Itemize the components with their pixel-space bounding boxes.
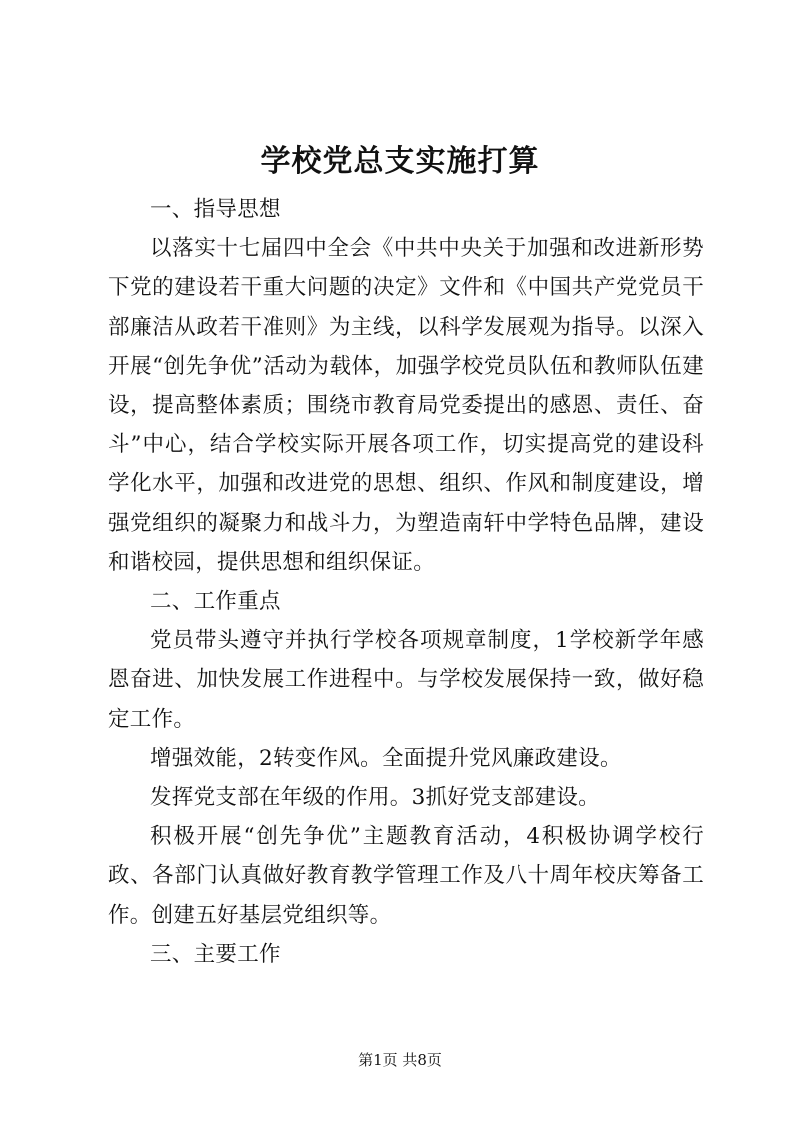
paragraph-guiding-ideology: 以落实十七届四中全会《中共中央关于加强和改进新形势下党的建设若干重大问题的决定》文件和《中国共产党党员干部廉洁从政若干准则》为主线，以科学发展观为指导。以深入开展“创先争优”活动为载体，加强学校党员队伍和教师队伍建设，提高整体素质；围绕市教育局党委提出的感恩、责任、奋斗”中心，结合学校实际开展各项工作，切实提高党的建设科学化水平，加强和改进党的思想、组织、作风和制度建设，增强党组织的凝聚力和战斗力，为塑造南轩中学特色品牌，建设和谐校园，提供思想和组织保证。 bbox=[108, 236, 704, 575]
document-body bbox=[108, 190, 704, 974]
paragraph-focus-1: 党员带头遵守并执行学校各项规章制度，1学校新学年感恩奋进、加快发展工作进程中。与学校发展保持一致，做好稳定工作。 bbox=[108, 628, 704, 732]
section-heading-main-work: 三、主要工作 bbox=[150, 941, 281, 967]
page-footer: 第1页 共8页 bbox=[358, 1051, 442, 1069]
paragraph-focus-3: 发挥党支部在年级的作用。3抓好党支部建设。 bbox=[150, 785, 600, 811]
paragraph-focus-4: 积极开展“创先争优”主题教育活动，4积极协调学校行政、各部门认真做好教育教学管理工作及八十周年校庆筹备工作。创建五好基层党组织等。 bbox=[108, 824, 704, 928]
section-heading-work-focus: 二、工作重点 bbox=[150, 589, 281, 615]
document-title: 学校党总支实施打算 bbox=[260, 144, 540, 179]
section-heading-guiding-ideology: 一、指导思想 bbox=[150, 197, 281, 222]
paragraph-focus-2: 增强效能，2转变作风。全面提升党风廉政建设。 bbox=[150, 745, 622, 771]
